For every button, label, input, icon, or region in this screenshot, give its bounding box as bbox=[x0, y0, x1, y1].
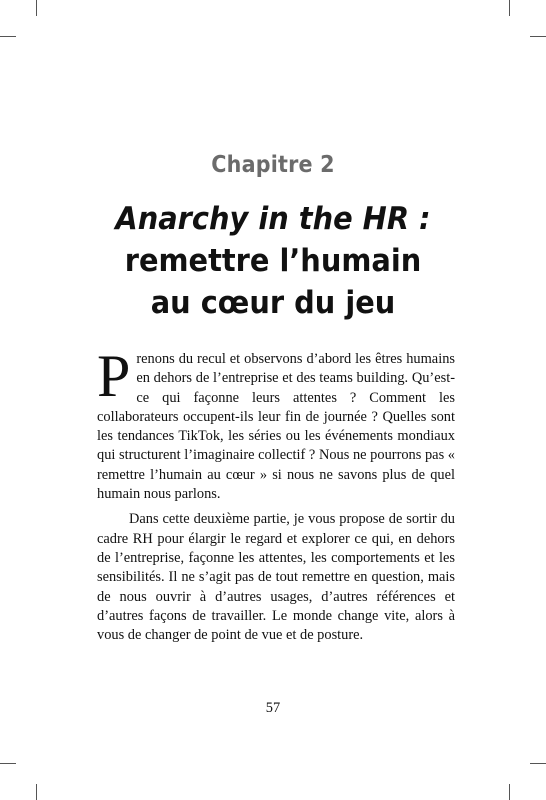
crop-mark-top-left bbox=[36, 0, 37, 16]
crop-mark-top-right-h bbox=[530, 36, 546, 37]
drop-cap: P bbox=[97, 343, 131, 409]
chapter-title-line-1: Anarchy in the HR : bbox=[115, 201, 431, 237]
crop-mark-bottom-right-h bbox=[530, 763, 546, 764]
chapter-title-line-3: au cœur du jeu bbox=[150, 285, 396, 321]
crop-mark-top-left-h bbox=[0, 36, 16, 37]
crop-mark-bottom-left bbox=[36, 784, 37, 800]
crop-mark-bottom-right bbox=[509, 784, 510, 800]
page-number: 57 bbox=[265, 700, 281, 716]
paragraph-1 bbox=[97, 343, 455, 504]
paragraph-2: Dans cette deuxième partie, je vous propose de sortir du cadre RH pour élargir le regard et explorer ce qui, en dehors de l’entreprise, façonne les attentes, les comportements et les sensibilités. Il ne s’agit pas de tout remettre en question, mais de nous ouvrir à d’autres usages, d’autres références et d’autres façons de travailler. Le monde change vite, alors à vous de changer de point de vue et de posture. bbox=[97, 511, 455, 644]
crop-mark-top-right bbox=[509, 0, 510, 16]
body-text bbox=[97, 343, 455, 645]
chapter-label: Chapitre 2 bbox=[211, 152, 335, 178]
crop-mark-bottom-left-h bbox=[0, 763, 16, 764]
paragraph-1-text: renons du recul et observons d’abord les êtres humains en dehors de l’entreprise et des teams building. Qu’est-ce qui façonne leurs attentes ? Comment les collaborateurs occupent-ils leur fin de journée ? Quelles sont les tendances TikTok, les séries ou les événements mondiaux qui structurent l’imaginaire collectif ? Nous ne pourrons pas « remettre l’humain au cœur » si nous ne savons plus de quel humain nous parlons. bbox=[97, 351, 455, 503]
chapter-title-line-2: remettre l’humain bbox=[124, 243, 422, 279]
chapter-title bbox=[19, 198, 527, 324]
